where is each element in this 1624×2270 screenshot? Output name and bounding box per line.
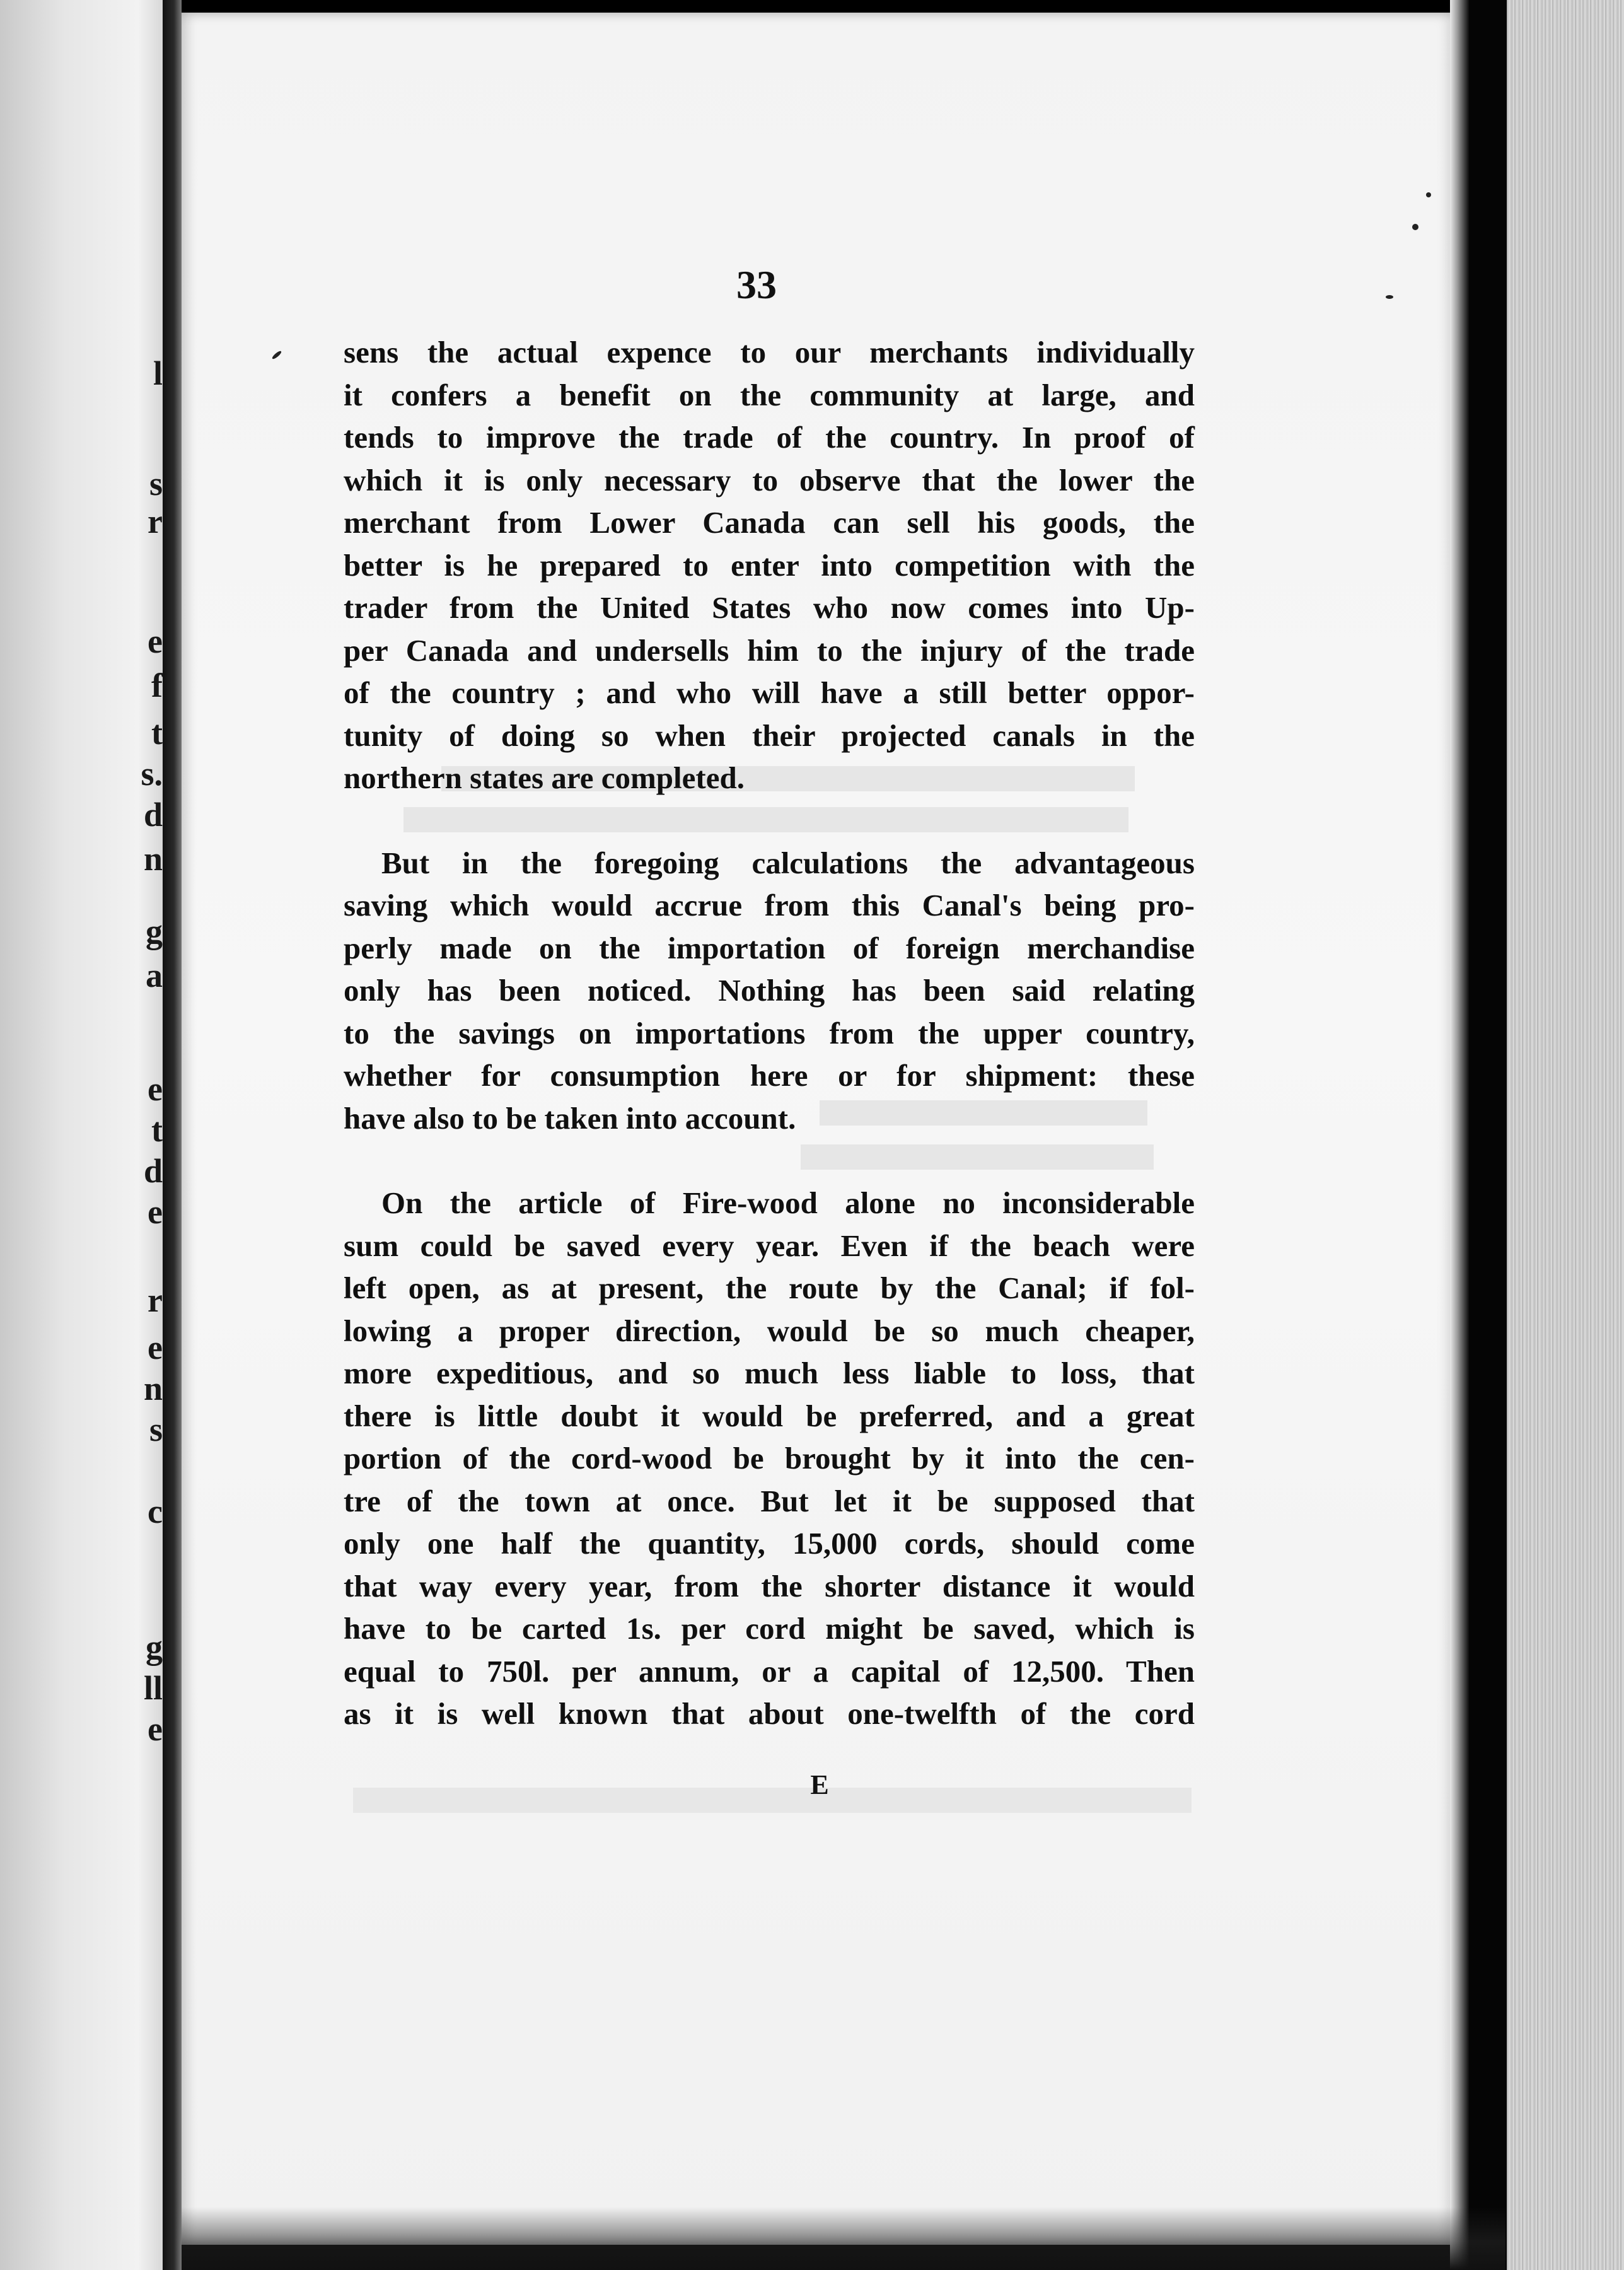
previous-page-text-fragments <box>0 0 163 2270</box>
text-line: lowing a proper direction, would be so much cheaper, <box>344 1313 1195 1348</box>
text-line: tunity of doing so when their projected canals in the <box>344 718 1195 753</box>
paragraph-3 <box>344 1182 1195 1735</box>
margin-fragment: e <box>148 1710 163 1748</box>
paragraph-1 <box>344 331 1195 800</box>
page-number: 33 <box>736 262 777 307</box>
margin-fragment: t <box>151 714 163 752</box>
dust-speck <box>1412 224 1418 230</box>
text-line: tends to improve the trade of the country. In proof of <box>344 420 1195 455</box>
margin-fragment: s <box>149 1411 163 1448</box>
text-line: saving which would accrue from this Canal's being pro- <box>344 888 1195 923</box>
text-line: portion of the cord-wood be brought by it into the cen- <box>344 1441 1195 1476</box>
page-bottom-shadow <box>182 2207 1505 2270</box>
page-edge-shadow <box>1450 0 1469 2270</box>
margin-fragment: s <box>149 465 163 503</box>
text-line: which it is only necessary to observe that the lower the <box>344 462 1195 498</box>
text-line: to the savings on importations from the upper country, <box>344 1015 1195 1051</box>
margin-fragment: r <box>148 1281 163 1319</box>
text-line: have to be carted 1s. per cord might be saved, which is <box>344 1611 1195 1646</box>
text-line: northern states are completed. <box>344 760 745 795</box>
margin-fragment: e <box>148 1329 163 1366</box>
text-line: trader from the United States who now comes into Up- <box>344 590 1195 625</box>
margin-fragment: r <box>148 503 163 540</box>
text-line: sum could be saved every year. Even if the beach were <box>344 1228 1195 1263</box>
text-line: have also to be taken into account. <box>344 1100 796 1136</box>
margin-fragment: d <box>143 796 163 834</box>
text-line: left open, as at present, the route by the Canal; if fol- <box>344 1271 1195 1305</box>
margin-fragment: ll <box>143 1669 163 1707</box>
text-line: that way every year, from the shorter distance it would <box>344 1568 1195 1604</box>
book-fore-edge-pages <box>1507 0 1624 2270</box>
text-line: as it is well known that about one-twelfth of the cord <box>344 1696 1195 1731</box>
margin-fragment: n <box>143 840 163 878</box>
text-line: of the country ; and who will have a still better oppor- <box>344 675 1195 710</box>
margin-fragment: t <box>151 1111 163 1149</box>
margin-fragment: n <box>143 1370 163 1407</box>
margin-fragment: c <box>148 1493 163 1530</box>
page-body-text <box>344 331 1195 1735</box>
margin-fragment: l <box>153 354 163 392</box>
text-line: On the article of Fire-wood alone no inconsiderable <box>381 1185 1195 1220</box>
margin-fragment: e <box>148 622 163 660</box>
text-line: it confers a benefit on the community at large, and <box>344 377 1195 412</box>
book-gutter-shadow <box>163 0 182 2270</box>
text-line: only one half the quantity, 15,000 cords, should come <box>344 1526 1195 1561</box>
text-line: merchant from Lower Canada can sell his goods, the <box>344 505 1195 540</box>
margin-fragment: e <box>148 1193 163 1231</box>
text-line: per Canada and undersells him to the injury of the trade <box>344 632 1195 668</box>
margin-fragment: s. <box>141 755 163 793</box>
text-line: equal to 750l. per annum, or a capital of 12,500. Then <box>344 1653 1195 1689</box>
dust-speck <box>1386 295 1393 299</box>
text-line: only has been noticed. Nothing has been said relating <box>344 973 1195 1008</box>
text-line: better is he prepared to enter into competition with the <box>344 547 1195 583</box>
text-line: more expeditious, and so much less liable to loss, that <box>344 1356 1195 1390</box>
text-line: tre of the town at once. But let it be supposed that <box>344 1483 1195 1518</box>
paragraph-2 <box>344 842 1195 1140</box>
margin-fragment: g <box>146 1628 163 1666</box>
text-line: whether for consumption here or for shipment: these <box>344 1058 1195 1093</box>
dust-speck <box>1426 192 1431 197</box>
margin-fragment: a <box>146 957 163 994</box>
text-line: But in the foregoing calculations the advantageous <box>381 845 1195 880</box>
margin-fragment: f <box>151 666 163 704</box>
margin-fragment: g <box>146 912 163 950</box>
signature-mark: E <box>810 1769 829 1800</box>
text-line: perly made on the importation of foreign merchandise <box>344 930 1195 965</box>
text-line: sens the actual expence to our merchants individually <box>344 335 1195 370</box>
margin-fragment: e <box>148 1070 163 1108</box>
margin-fragment: d <box>143 1152 163 1190</box>
text-line: there is little doubt it would be preferred, and a great <box>344 1398 1195 1433</box>
